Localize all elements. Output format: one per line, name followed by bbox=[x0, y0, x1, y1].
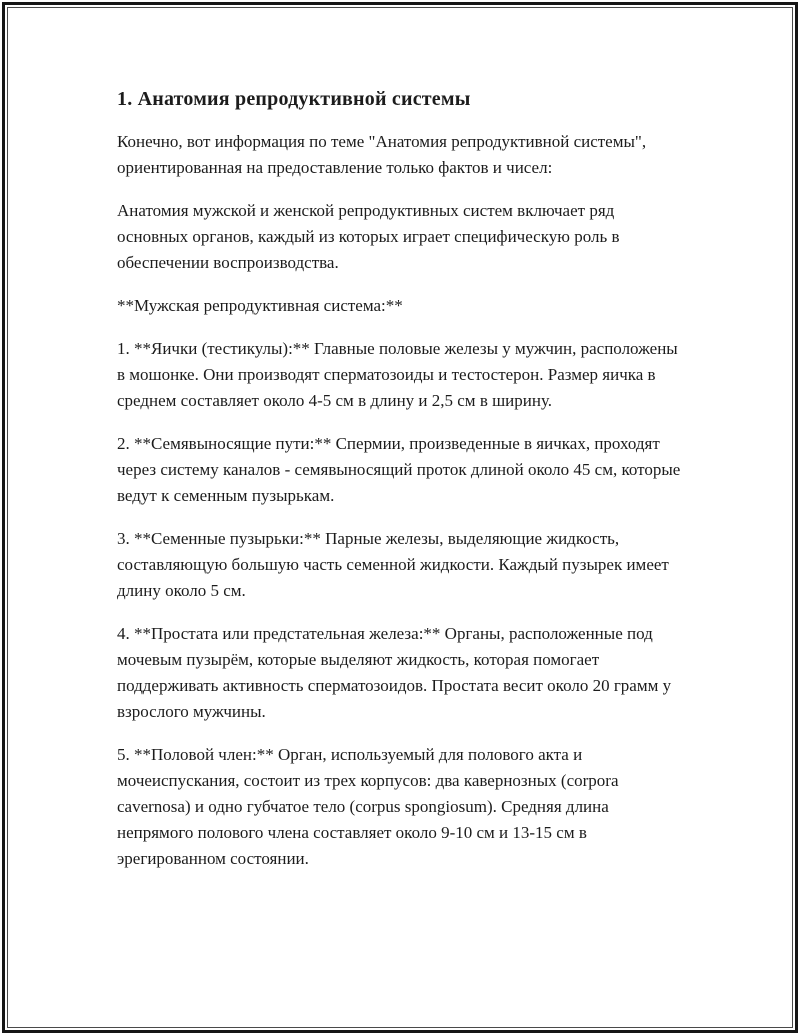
paragraph-item-2-vas-deferens: 2. **Семявыносящие пути:** Спермии, произведенные в яичках, проходят через систему каналов - семявыносящий проток длиной около 45 см, которые ведут к семенным пузырькам. bbox=[117, 434, 681, 505]
paragraph-item-3-seminal-vesicles: 3. **Семенные пузырьки:** Парные железы, выделяющие жидкость, составляющую большую часть семенной жидкости. Каждый пузырек имеет длину около 5 см. bbox=[117, 529, 669, 600]
document-content bbox=[117, 86, 687, 889]
page-title: 1. Анатомия репродуктивной системы bbox=[117, 88, 471, 110]
paragraph-section-label: **Мужская репродуктивная система:** bbox=[117, 296, 403, 315]
paragraph-item-4-prostate: 4. **Простата или предстательная железа:** Органы, расположенные под мочевым пузырём, которые выделяют жидкость, которая помогает поддерживать активность сперматозоидов. Простата весит около 20 грамм у взрослого мужчины. bbox=[117, 624, 672, 721]
paragraph-intro: Конечно, вот информация по теме "Анатомия репродуктивной системы", ориентированная на предоставление только фактов и чисел: bbox=[117, 132, 647, 177]
paragraph-item-5-penis: 5. **Половой член:** Орган, используемый для полового акта и мочеиспускания, состоит из трех корпусов: два кавернозных (corpora cavernosa) и одно губчатое тело (corpus spongiosum). Средняя длина непрямого полового члена составляет около 9-10 см и 13-15 см в эрегированном состоянии. bbox=[117, 745, 619, 868]
paragraph-overview: Анатомия мужской и женской репродуктивных систем включает ряд основных органов, каждый из которых играет специфическую роль в обеспечении воспроизводства. bbox=[117, 201, 620, 272]
paragraph-item-1-testes: 1. **Яички (тестикулы):** Главные половые железы у мужчин, расположены в мошонке. Они производят сперматозоиды и тестостерон. Размер яичка в среднем составляет около 4-5 см в длину и 2,5 см в ширину. bbox=[117, 339, 678, 410]
